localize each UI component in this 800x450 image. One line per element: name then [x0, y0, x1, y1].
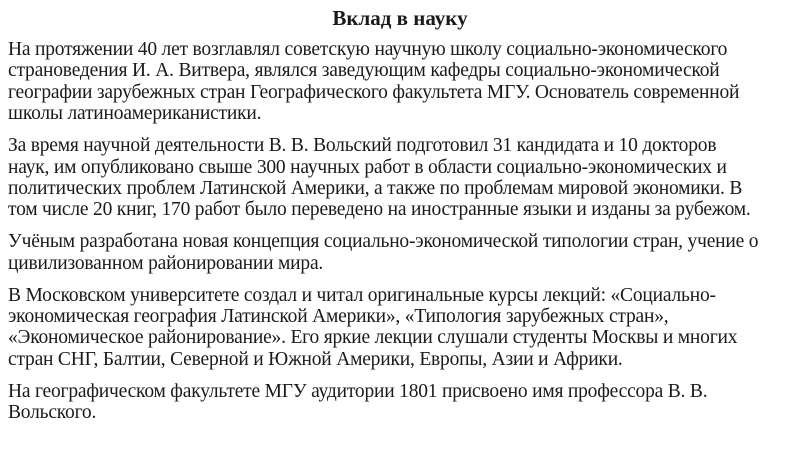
text-line: На географическом факультете МГУ аудитории 1801 присвоено имя профессора В. В. [8, 380, 708, 402]
text-line: За время научной деятельности В. В. Вольский подготовил 31 кандидата и 10 докторов [8, 135, 717, 157]
text-line: школы латиноамериканистики. [8, 103, 262, 125]
text-line: том числе 20 книг, 170 работ было переведено на иностранные языки и изданы за рубежом. [8, 199, 751, 221]
paragraph-achievements [8, 135, 794, 221]
text-line: цивилизованном районировании мира. [8, 252, 324, 274]
paragraph-leadership [8, 39, 794, 125]
text-line: наук, им опубликовано свыше 300 научных работ в области социально-экономических и [8, 156, 727, 178]
paragraph-auditorium [8, 381, 794, 424]
text-line: «Экономическое районирование». Его яркие лекции слушали студенты Москвы и многих [8, 327, 738, 349]
paragraph-concept [8, 231, 794, 274]
slide-title: Вклад в науку [332, 6, 468, 30]
text-line: экономическая география Латинской Америки», «Типология зарубежных стран», [8, 305, 669, 327]
text-line: Вольского. [8, 402, 97, 424]
text-line: Учёным разработана новая концепция социально-экономической типологии стран, учение о [8, 231, 759, 253]
text-line: географии зарубежных стран Географического факультета МГУ. Основатель современной [8, 81, 740, 103]
text-line: страноведения И. А. Витвера, являлся заведующим кафедры социально-экономической [8, 60, 720, 82]
slide-body [8, 39, 794, 434]
text-line: В Московском университете создал и читал оригинальные курсы лекций: «Социально- [8, 284, 716, 306]
text-line: На протяжении 40 лет возглавлял советскую научную школу социально-экономического [8, 39, 728, 60]
paragraph-lectures [8, 285, 794, 371]
text-line: стран СНГ, Балтии, Северной и Южной Америки, Европы, Азии и Африки. [8, 348, 623, 370]
text-line: политических проблем Латинской Америки, а также по проблемам мировой экономики. В [8, 177, 743, 199]
